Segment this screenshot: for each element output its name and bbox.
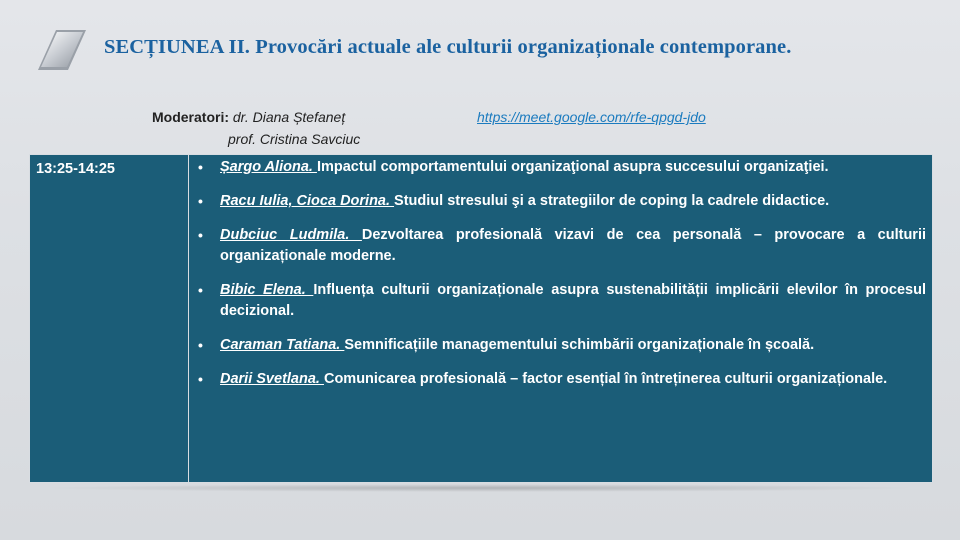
- table-shadow: [40, 484, 920, 492]
- talk-title: Influența culturii organizaționale asupra sustenabilității implicării elevilor în procesul decizional.: [220, 282, 926, 319]
- moderator-second: prof. Cristina Savciuc: [228, 131, 361, 147]
- moderators-label: Moderatori:: [152, 109, 229, 125]
- talk-title: Comunicarea profesională – factor esențial în întreținerea culturii organizaționale.: [323, 371, 888, 387]
- talk-list: [189, 155, 932, 482]
- talk-author: Șargo Aliona.: [220, 159, 317, 175]
- time-slot: 13:25-14:25: [30, 155, 189, 482]
- talk-author: Darii Svetlana.: [220, 371, 324, 387]
- talk-author: Dubciuc Ludmila.: [220, 227, 362, 243]
- talk-item: [189, 191, 926, 212]
- bullet-icon: •: [198, 227, 203, 243]
- talk-author: Bibic Elena.: [220, 282, 314, 298]
- page-title: SECȚIUNEA II. Provocări actuale ale culturii organizaționale contemporane.: [104, 36, 792, 58]
- bullet-icon: •: [198, 337, 203, 353]
- talk-item: [189, 225, 926, 267]
- talk-author: Racu Iulia, Cioca Dorina.: [220, 193, 395, 209]
- bullet-icon: •: [198, 282, 203, 298]
- diamond-logo-icon: [36, 28, 88, 72]
- talk-item: [189, 369, 926, 390]
- talk-item: [189, 157, 926, 178]
- talk-title: Impactul comportamentului organizaţional asupra succesului organizaţiei.: [316, 159, 829, 175]
- bullet-icon: •: [198, 193, 203, 209]
- schedule-table: [29, 154, 933, 483]
- moderators-line: [152, 109, 345, 125]
- talk-author: Caraman Tatiana.: [220, 337, 345, 353]
- bullet-icon: •: [198, 159, 203, 175]
- bullet-icon: •: [198, 371, 203, 387]
- talk-item: [189, 335, 926, 356]
- talk-title: Dezvoltarea profesională vizavi de cea personală – provocare a culturii organizaționale moderne.: [220, 227, 927, 264]
- talk-title: Studiul stresului şi a strategiilor de coping la cadrele didactice.: [394, 193, 830, 209]
- moderator-first: dr. Diana Ștefaneț: [232, 109, 346, 125]
- talk-title: Semnificațiile managementului schimbării organizaționale în școală.: [344, 337, 815, 353]
- meeting-link[interactable]: https://meet.google.com/rfe-qpgd-jdo: [477, 109, 706, 125]
- talk-item: [189, 280, 926, 322]
